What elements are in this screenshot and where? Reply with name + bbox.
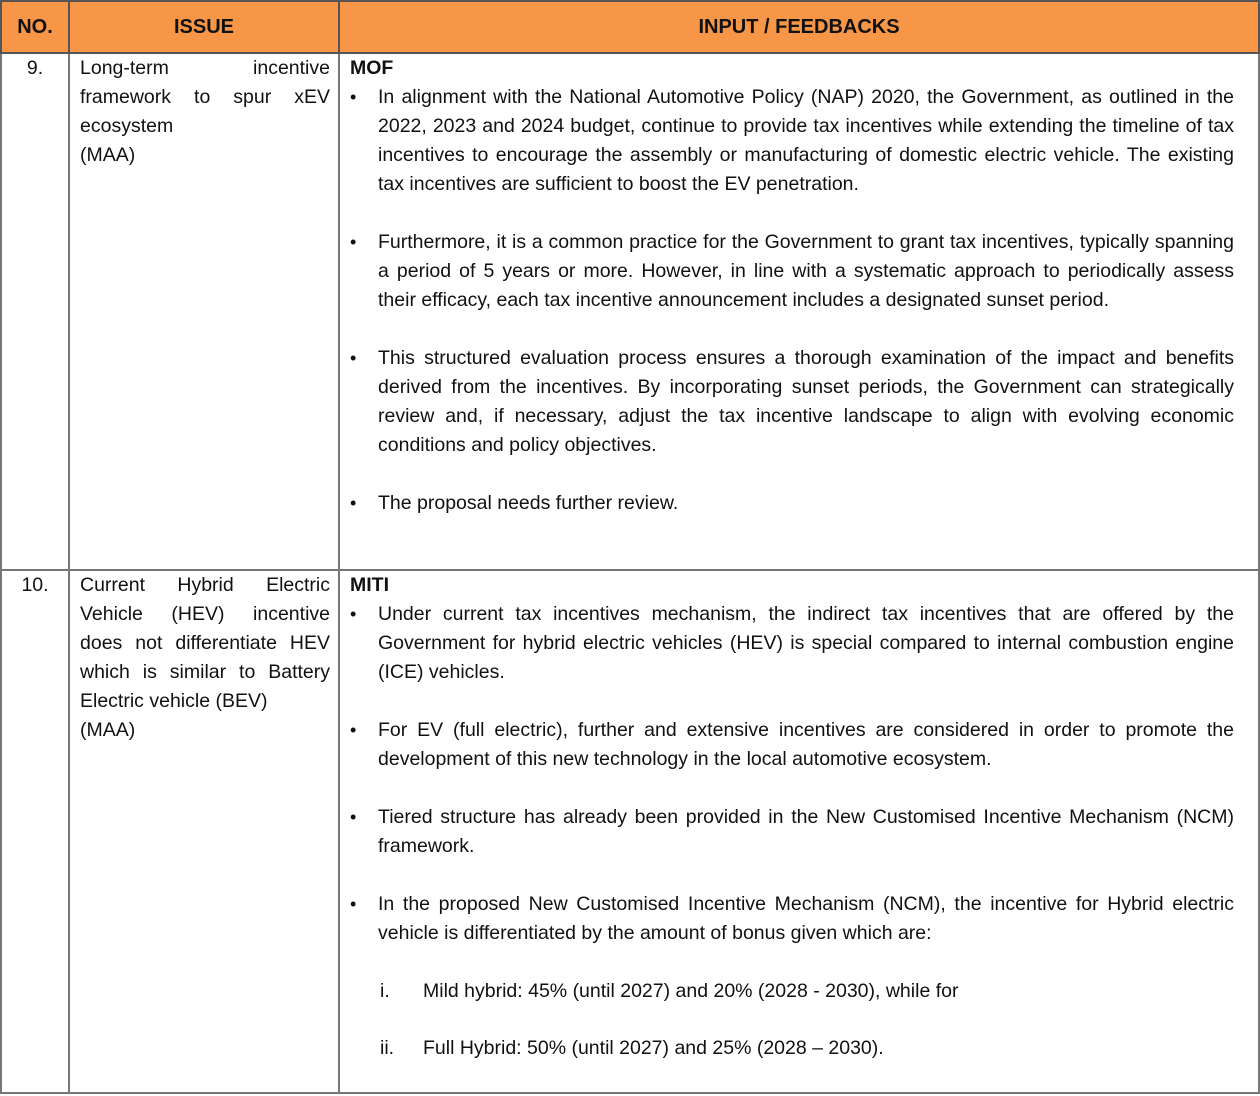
sub-item-text: Full Hybrid: 50% (until 2027) and 25% (2028 – 2030). bbox=[423, 1037, 884, 1059]
table-row bbox=[1, 570, 1259, 1093]
sub-item-text: Mild hybrid: 45% (until 2027) and 20% (2028 - 2030), while for bbox=[423, 980, 959, 1002]
issue-text: Long-term incentive framework to spur xEV ecosystem bbox=[80, 57, 330, 137]
agency-label: MITI bbox=[350, 574, 389, 596]
feedback-cell bbox=[339, 570, 1259, 1093]
sub-item-number: ii. bbox=[380, 1037, 395, 1059]
header-no: NO. bbox=[1, 1, 69, 53]
sub-item-list bbox=[350, 977, 1234, 1063]
feedback-list bbox=[350, 83, 1234, 518]
issue-cell bbox=[69, 53, 339, 570]
header-feedback: INPUT / FEEDBACKS bbox=[339, 1, 1259, 53]
feedback-bullet: • Under current tax incentives mechanism, the indirect tax incentives that are offered by the Government for hybrid electric vehicles (HEV) is special compared to internal combustion engine (ICE) vehicles. bbox=[350, 600, 1234, 687]
row-number: 9. bbox=[1, 53, 69, 570]
row-number: 10. bbox=[1, 570, 69, 1093]
header-issue: ISSUE bbox=[69, 1, 339, 53]
issue-text: Current Hybrid Electric Vehicle (HEV) incentive does not differentiate HEV which is similar to Battery Electric vehicle (BEV) bbox=[80, 574, 330, 712]
sub-item bbox=[378, 977, 1234, 1006]
issue-cell bbox=[69, 570, 339, 1093]
feedback-bullet: • Furthermore, it is a common practice for the Government to grant tax incentives, typically spanning a period of 5 years or more. However, in line with a systematic approach to periodically assess their efficacy, each tax incentive announcement includes a designated sunset period. bbox=[350, 228, 1234, 315]
feedback-bullet: • For EV (full electric), further and extensive incentives are considered in order to promote the development of this new technology in the local automotive ecosystem. bbox=[350, 716, 1234, 774]
agency-label: MOF bbox=[350, 57, 394, 79]
feedback-bullet: • In the proposed New Customised Incentive Mechanism (NCM), the incentive for Hybrid electric vehicle is differentiated by the amount of bonus given which are: bbox=[350, 890, 1234, 948]
table-row bbox=[1, 53, 1259, 570]
feedback-bullet: • This structured evaluation process ensures a thorough examination of the impact and benefits derived from the incentives. By incorporating sunset periods, the Government can strategically review and, if necessary, adjust the tax incentive landscape to align with evolving economic conditions and policy objectives. bbox=[350, 344, 1234, 460]
feedback-bullet: • Tiered structure has already been provided in the New Customised Incentive Mechanism (NCM) framework. bbox=[350, 803, 1234, 861]
feedback-bullet: • In alignment with the National Automotive Policy (NAP) 2020, the Government, as outlined in the 2022, 2023 and 2024 budget, continue to provide tax incentives while extending the timeline of tax incentives to encourage the assembly or manufacturing of domestic electric vehicle. The existing tax incentives are sufficient to boost the EV penetration. bbox=[350, 83, 1234, 199]
sub-item bbox=[378, 1034, 1234, 1063]
issue-source: (MAA) bbox=[80, 719, 136, 741]
feedback-cell bbox=[339, 53, 1259, 570]
feedback-bullet: • The proposal needs further review. bbox=[350, 489, 1234, 518]
feedback-list bbox=[350, 600, 1234, 948]
table-header-row bbox=[1, 1, 1259, 53]
issue-source: (MAA) bbox=[80, 144, 136, 166]
sub-item-number: i. bbox=[380, 980, 390, 1002]
